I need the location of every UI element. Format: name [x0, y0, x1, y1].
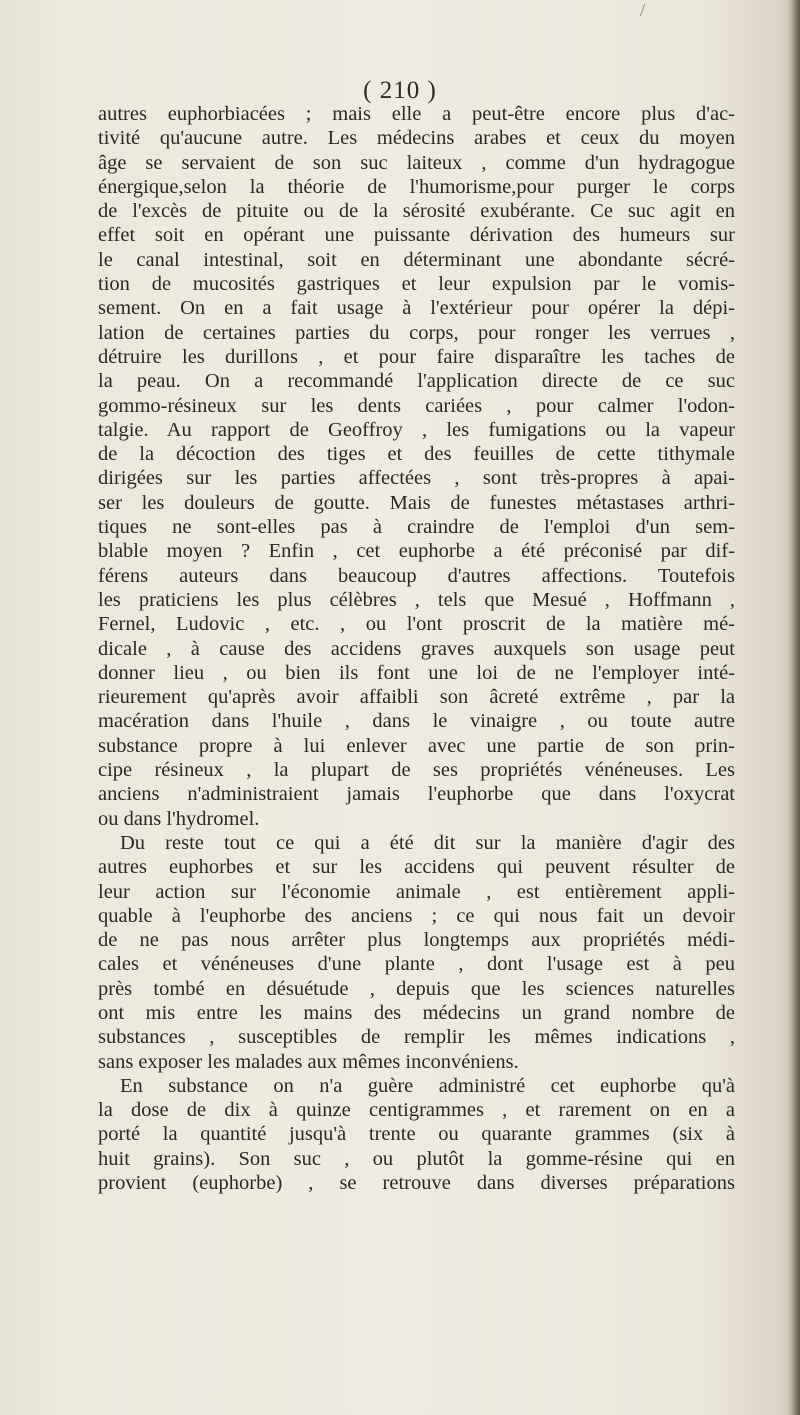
text-line: les praticiens les plus célèbres , tels que Mesué , Hoffmann ,: [98, 588, 735, 611]
text-line: de l'excès de pituite ou de la sérosité exubérante. Ce suc agit en: [98, 200, 735, 223]
text-line: huit grains). Son suc , ou plutôt la gomme-résine qui en: [98, 1147, 735, 1170]
text-line: effet soit en opérant une puissante dérivation des humeurs sur: [98, 224, 735, 247]
paragraph-start-line: Du reste tout ce qui a été dit sur la manière d'agir des: [120, 831, 735, 854]
text-line: leur action sur l'économie animale , est entièrement appli-: [98, 880, 735, 903]
text-line: près tombé en désuétude , depuis que les sciences naturelles: [98, 977, 735, 1000]
text-line: de ne pas nous arrêter plus longtemps aux propriétés médi-: [98, 929, 735, 952]
body-text: [98, 102, 735, 1195]
text-line: autres euphorbes et sur les accidens qui peuvent résulter de: [98, 856, 735, 879]
text-line: macération dans l'huile , dans le vinaigre , ou toute autre: [98, 710, 735, 733]
text-line: substance propre à lui enlever avec une partie de son prin-: [98, 734, 735, 757]
text-line: anciens n'administraient jamais l'euphorbe que dans l'oxycrat: [98, 783, 735, 806]
text-line: blable moyen ? Enfin , cet euphorbe a été préconisé par dif-: [98, 540, 735, 563]
page-binding-edge: [786, 0, 800, 1415]
text-line: talgie. Au rapport de Geoffroy , les fumigations ou la vapeur: [98, 418, 735, 441]
text-line: donner lieu , ou bien ils font une loi de ne l'employer inté-: [98, 661, 735, 684]
text-line: tion de mucosités gastriques et leur expulsion par le vomis-: [98, 273, 735, 296]
text-line: quable à l'euphorbe des anciens ; ce qui nous fait un devoir: [98, 904, 735, 927]
text-line: ont mis entre les mains des médecins un grand nombre de: [98, 1001, 735, 1024]
text-line: substances , susceptibles de remplir les mêmes indications ,: [98, 1026, 735, 1049]
text-line: de la décoction des tiges et des feuilles de cette tithymale: [98, 443, 735, 466]
text-line: autres euphorbiacées ; mais elle a peut-être encore plus d'ac-: [98, 103, 735, 125]
text-line: cales et vénéneuses d'une plante , dont l'usage est à peu: [98, 953, 735, 976]
paragraph-end-line: ou dans l'hydromel.: [98, 807, 260, 830]
text-line: férens auteurs dans beaucoup d'autres affections. Toutefois: [98, 564, 735, 587]
text-line: gommo-résineux sur les dents cariées , pour calmer l'odon-: [98, 394, 735, 417]
text-line: âge se servaient de son suc laiteux , comme d'un hydragogue: [98, 151, 735, 174]
text-line: dicale , à cause des accidens graves auxquels son usage peut: [98, 637, 735, 660]
text-line: la peau. On a recommandé l'application directe de ce suc: [98, 370, 735, 393]
text-line: la dose de dix à quinze centigrammes , et rarement on en a: [98, 1099, 735, 1122]
text-line: cipe résineux , la plupart de ses propriétés vénéneuses. Les: [98, 759, 735, 782]
page-number: ( 210 ): [363, 77, 437, 104]
text-line: tiques ne sont-elles pas à craindre de l'emploi d'un sem-: [98, 516, 735, 539]
text-line: sement. On en a fait usage à l'extérieur pour opérer la dépi-: [98, 297, 735, 320]
text-line: énergique,selon la théorie de l'humorisme,pour purger le corps: [98, 175, 735, 198]
text-line: tivité qu'aucune autre. Les médecins arabes et ceux du moyen: [98, 127, 735, 150]
text-line: ser les douleurs de goutte. Mais de funestes métastases arthri-: [98, 491, 735, 514]
text-line: rieurement qu'après avoir affaibli son âcreté extrême , par la: [98, 686, 735, 709]
text-line: provient (euphorbe) , se retrouve dans diverses préparations: [98, 1172, 735, 1195]
text-line: dirigées sur les parties affectées , sont très-propres à apai-: [98, 467, 735, 490]
paragraph-end-line: sans exposer les malades aux mêmes inconvéniens.: [98, 1050, 519, 1073]
text-line: le canal intestinal, soit en déterminant une abondante sécré-: [98, 248, 735, 271]
paragraph-start-line: En substance on n'a guère administré cet euphorbe qu'à: [120, 1074, 735, 1097]
text-line: lation de certaines parties du corps, pour ronger les verrues ,: [98, 321, 735, 344]
text-line: détruire les durillons , et pour faire disparaître les taches de: [98, 345, 735, 368]
text-line: Fernel, Ludovic , etc. , ou l'ont proscrit de la matière mé-: [98, 613, 735, 636]
text-line: porté la quantité jusqu'à trente ou quarante grammes (six à: [98, 1123, 735, 1146]
page-mark: /: [640, 0, 646, 20]
